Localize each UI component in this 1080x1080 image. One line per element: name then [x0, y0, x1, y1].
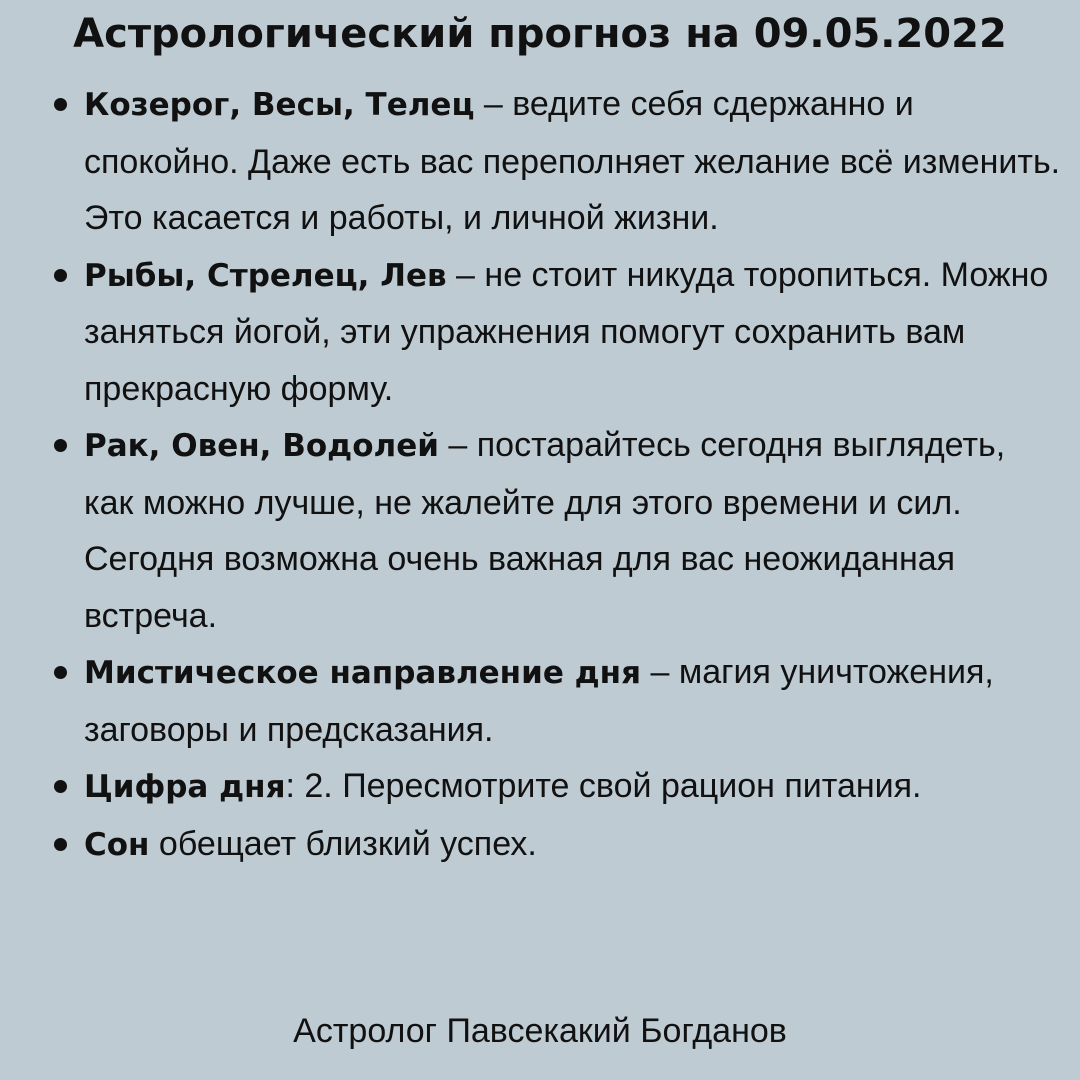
- item-description: – ведите себя сдержанно и спокойно. Даже есть вас переполняет желание всё изменить. Это касается и работы, и личной жизни.: [84, 85, 1061, 237]
- page-title: Астрологический прогноз на 09.05.2022: [73, 11, 1007, 57]
- list-item: [48, 247, 1064, 418]
- bullet-icon: [54, 439, 67, 452]
- item-description: – не стоит никуда торопиться. Можно заняться йогой, эти упражнения помогут сохранить вам прекрасную форму.: [84, 255, 1049, 408]
- list-item: [48, 76, 1064, 247]
- bullet-icon: [54, 838, 67, 851]
- list-item: [48, 758, 1064, 816]
- item-dream-label: Сон: [84, 826, 150, 863]
- author-signature: Астролог Павсекакий Богданов: [293, 1012, 787, 1050]
- item-signs: Козерог, Весы, Телец: [84, 87, 475, 123]
- item-number-label: Цифра дня: [84, 769, 286, 805]
- item-signs: Рыбы, Стрелец, Лев: [84, 257, 447, 294]
- item-signs: Рак, Овен, Водолей: [84, 428, 439, 464]
- bullet-icon: [54, 269, 67, 282]
- forecast-list: [48, 76, 1064, 873]
- list-item: [48, 644, 1064, 758]
- bullet-icon: [54, 98, 67, 111]
- list-item: [48, 417, 1064, 644]
- bullet-icon: [54, 666, 67, 679]
- list-item: [48, 816, 1064, 874]
- item-description: – магия уничтожения, заговоры и предсказания.: [84, 653, 994, 749]
- bullet-icon: [54, 780, 67, 793]
- item-mystic-label: Мистическое направление дня: [84, 655, 642, 691]
- item-description: : 2. Пересмотрите свой рацион питания.: [285, 767, 922, 805]
- item-description: обещает близкий успех.: [149, 824, 537, 863]
- item-description: – постарайтесь сегодня выглядеть, как можно лучше, не жалейте для этого времени и сил. Сегодня возможна очень важная для вас неожиданная встреча.: [84, 426, 1006, 635]
